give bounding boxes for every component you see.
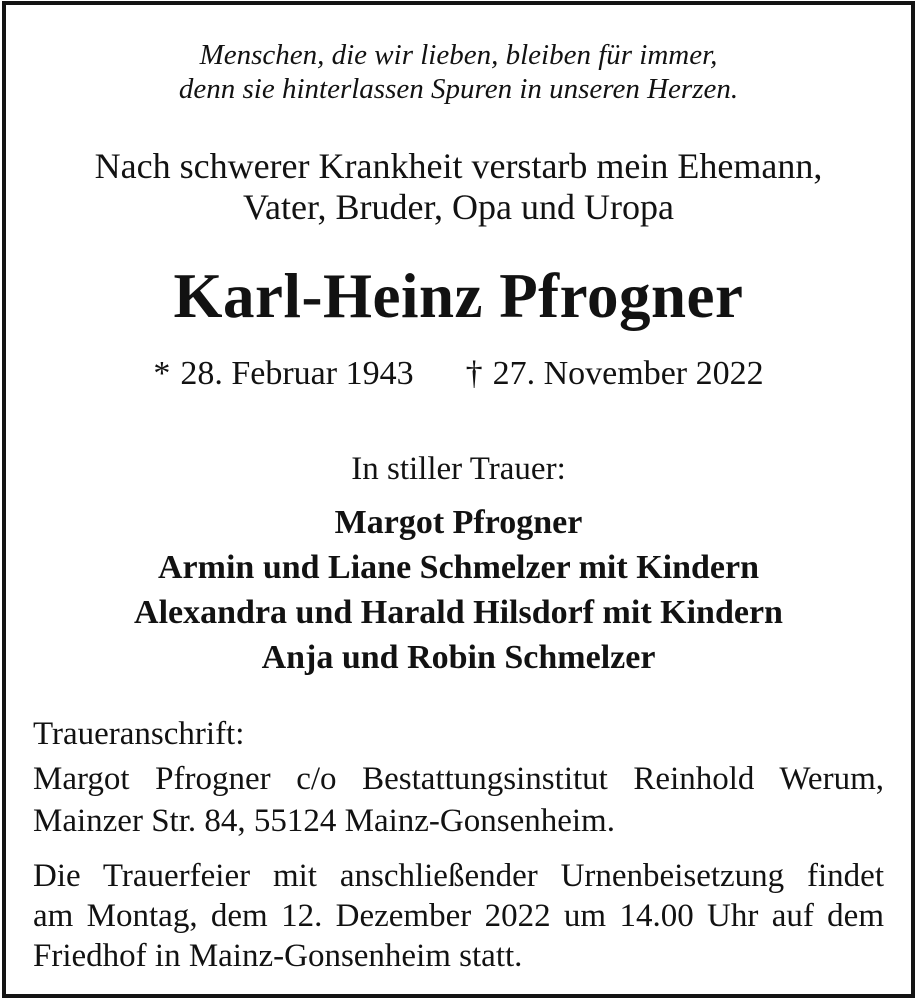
mourning-heading: In stiller Trauer: [351,451,566,487]
address-line-2: Mainzer Str. 84, 55124 Mainz-Gonsenheim. [33,803,615,839]
ceremony-line-2: am Montag, dem 12. Dezember 2022 um 14.00 Uhr auf dem [33,898,884,934]
epigraph-line-1: Menschen, die wir lieben, bleiben für immer, [199,39,718,71]
mourner-name: Alexandra und Harald Hilsdorf mit Kindern [134,594,783,631]
mourning-address [33,758,884,842]
ceremony-line-3: Friedhof in Mainz-Gonsenheim statt. [33,938,523,974]
mourner-list [33,500,884,680]
mourner-name: Anja und Robin Schmelzer [261,639,656,676]
birth-date-group [153,355,413,392]
birth-star-symbol: * [153,355,171,392]
intro-text [33,146,884,228]
intro-line-1: Nach schwerer Krankheit verstarb mein Ehemann, [94,146,823,186]
mourner-name: Armin und Liane Schmelzer mit Kindern [158,549,759,586]
death-date-group [466,355,764,392]
deceased-name: Karl-Heinz Pfrogner [173,261,744,331]
epigraph-line-2: denn sie hinterlassen Spuren in unseren Herzen. [178,73,739,105]
death-cross-symbol: † [465,355,483,392]
birth-date: 28. Februar 1943 [180,355,414,392]
mourner-name: Margot Pfrogner [334,504,583,541]
intro-line-2: Vater, Bruder, Opa und Uropa [243,187,674,227]
life-dates [33,354,884,394]
mourning-address-heading: Traueranschrift: [33,716,245,752]
notice-content [0,38,917,1000]
ceremony-line-1: Die Trauerfeier mit anschließender Urnenbeisetzung findet [33,858,884,894]
death-date: 27. November 2022 [492,355,764,392]
epigraph [33,38,884,106]
address-line-1: Margot Pfrogner c/o Bestattungsinstitut Reinhold Werum, [33,761,884,797]
ceremony-details [33,856,884,976]
